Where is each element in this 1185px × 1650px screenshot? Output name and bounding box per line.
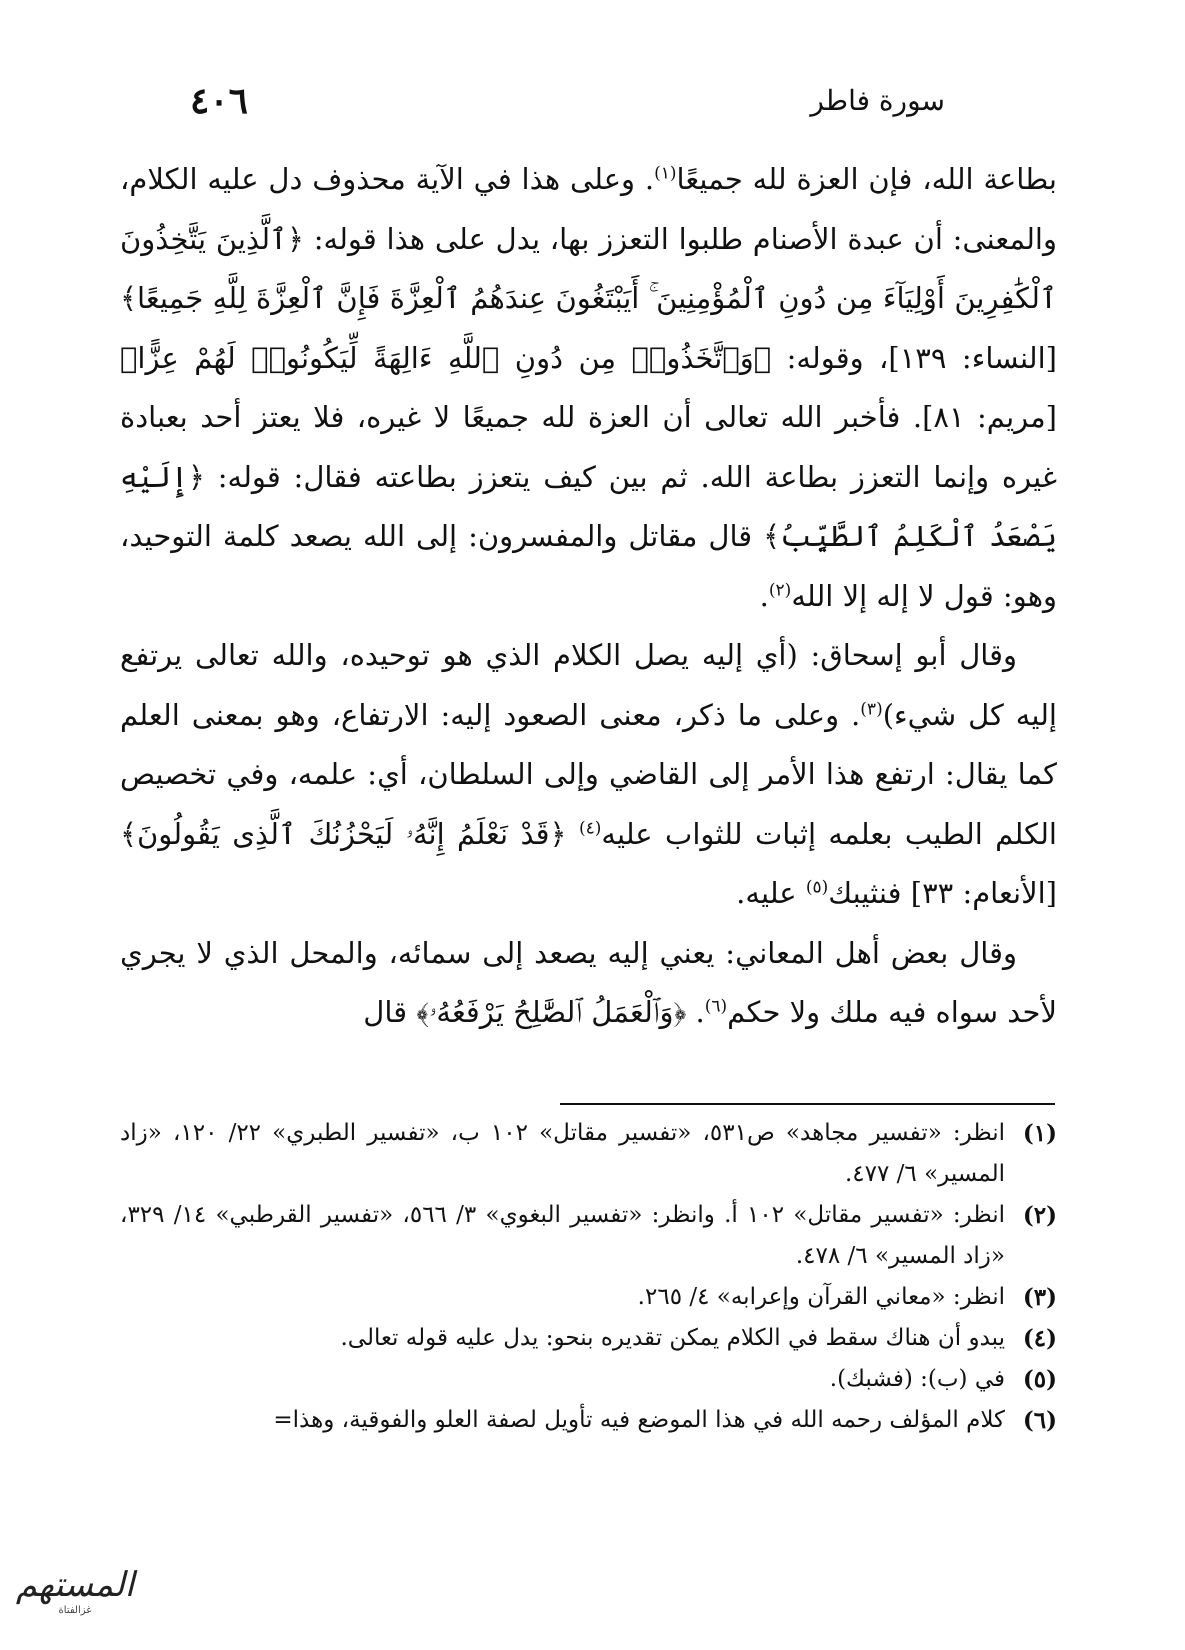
footnote-ref-1[interactable]: (١) — [654, 163, 677, 184]
footnote-1 — [120, 1113, 1057, 1195]
footnote-3 — [120, 1277, 1057, 1318]
footnote-text: انظر: «تفسير مقاتل» ١٠٢ أ. وانظر: «تفسير البغوي» ٣/ ٥٦٦، «تفسير القرطبي» ١٤/ ٣٢٩، «زاد المسير» ٦/ ٤٧٨. — [120, 1202, 1006, 1269]
footnote-5 — [120, 1359, 1057, 1400]
text-run: [مريم: ٨١]. فأخبر الله تعالى أن العزة لله جميعًا لا غيره، فلا يعتز أحد بعبادة غيره وإنما التعزز بطاعة الله. ثم بين كيف يتعزز بطاعته فقال: قوله: — [120, 400, 1057, 494]
text-run: عليه. — [736, 876, 806, 910]
text-run — [567, 817, 579, 851]
footnote-4 — [120, 1318, 1057, 1359]
footnotes — [120, 1113, 1057, 1441]
text-run: وقال أبو إسحاق: (أي إليه يصل الكلام الذي هو توحيده، والله تعالى يرتفع إليه كل شيء) — [120, 638, 1057, 732]
footnote-ref-2[interactable]: (٢) — [768, 579, 792, 600]
paragraph-3 — [120, 924, 1057, 1043]
footnote-separator — [560, 1103, 1055, 1105]
footnote-ref-4[interactable]: (٤) — [578, 817, 602, 838]
text-run: قال — [363, 995, 417, 1029]
text-run: بطاعة الله، فإن العزة لله جميعًا — [676, 162, 1058, 196]
footnote-2 — [120, 1195, 1057, 1277]
footnote-text: يبدو أن هناك سقط في الكلام يمكن تقديره بنحو: يدل عليه قوله تعالى. — [340, 1325, 1005, 1351]
quran-verse: ﴿وَٱلْعَمَلُ ٱلصَّٰلِحُ يَرْفَعُهُۥ﴾ — [416, 995, 687, 1029]
text-run: قال مقاتل والمفسرون: إلى الله يصعد كلمة التوحيد، وهو: قول لا إله إلا الله — [120, 519, 1057, 613]
footnote-6 — [120, 1400, 1057, 1441]
footnote-text: في (ب): (فشبك). — [829, 1366, 1005, 1392]
quran-verse: ﴿وَٱتَّخَذُوا۟ مِن دُونِ ٱللَّهِ ءَالِهَةً لِّيَكُونُوا۟ لَهُمْ عِزًّا﴾ — [120, 340, 772, 375]
footnote-number: (٢) — [1022, 1202, 1057, 1229]
text-run: وقال بعض أهل المعاني: يعني إليه يصعد إلى سمائه، والمحل الذي لا يجري لأحد سواه فيه ملك ولا حكم — [120, 935, 1057, 1029]
footnote-number: (١) — [1022, 1120, 1057, 1147]
footnote-text: انظر: «تفسير مجاهد» ص٥٣١، «تفسير مقاتل» ١٠٢ ب، «تفسير الطبري» ٢٢/ ١٢٠، «زاد المسير» ٦/ ٤٧٧. — [120, 1120, 1006, 1187]
text-run: . وعلى هذا في الآية محذوف دل عليه الكلام، والمعنى: أن عبدة الأصنام طلبوا التعزز بها، يدل على هذا قوله: — [120, 162, 1057, 256]
text-run: . — [686, 995, 705, 1029]
footnote-number: (٥) — [1022, 1366, 1057, 1393]
watermark-logo-text: المستهم — [15, 1565, 135, 1605]
text-run: [النساء: ١٣٩]، وقوله: — [771, 340, 1057, 375]
quran-verse: ﴿إِلَيْهِ يَصْعَدُ ٱلْكَلِمُ ٱلطَّيِّبُ﴾ — [120, 459, 1058, 553]
footnote-number: (٦) — [1022, 1407, 1057, 1434]
text-run: [الأنعام: ٣٣] فنثيبك — [828, 876, 1057, 910]
quran-verse: ﴿ٱلَّذِينَ يَتَّخِذُونَ ٱلْكَٰفِرِينَ أَوْلِيَآءَ مِن دُونِ ٱلْمُؤْمِنِينَ ۚ أَيَبْتَغُونَ عِندَهُمُ ٱلْعِزَّةَ فَإِنَّ ٱلْعِزَّةَ لِلَّهِ جَمِيعًا﴾ — [120, 221, 1057, 315]
footnote-text: كلام المؤلف رحمه الله في هذا الموضع فيه تأويل لصفة العلو والفوقية، وهذا= — [273, 1407, 1005, 1433]
quran-verse: ﴿قَدْ نَعْلَمُ إِنَّهُۥ لَيَحْزُنُكَ ٱلَّذِى يَقُولُونَ﴾ — [120, 816, 567, 851]
paragraph-1 — [120, 150, 1057, 626]
running-title: سورة فاطر — [810, 84, 945, 117]
text-run: . وعلى ما ذكر، معنى الصعود إليه: الارتفاع، وهو بمعنى العلم كما يقال: ارتفع هذا الأمر إلى القاضي وإلى السلطان، أي: علمه، وفي تخصيص الكلم الطيب بعلمه إثبات للثواب عليه — [120, 697, 1057, 851]
paragraph-2 — [120, 626, 1057, 924]
text-run: . — [759, 578, 769, 613]
footnote-ref-3[interactable]: (٣) — [860, 698, 883, 719]
page-header — [190, 72, 1005, 122]
footnote-text: انظر: «معاني القرآن وإعرابه» ٤/ ٢٦٥. — [637, 1284, 1005, 1310]
watermark-logo — [10, 1565, 140, 1635]
main-text — [120, 150, 1057, 1043]
page-number: ٤٠٦ — [190, 80, 249, 122]
watermark-sub-text: غزالفتاة — [58, 1605, 92, 1616]
footnote-ref-5[interactable]: (٥) — [805, 877, 829, 898]
footnote-number: (٣) — [1022, 1284, 1057, 1311]
footnote-ref-6[interactable]: (٦) — [704, 996, 728, 1017]
footnote-number: (٤) — [1022, 1325, 1057, 1352]
